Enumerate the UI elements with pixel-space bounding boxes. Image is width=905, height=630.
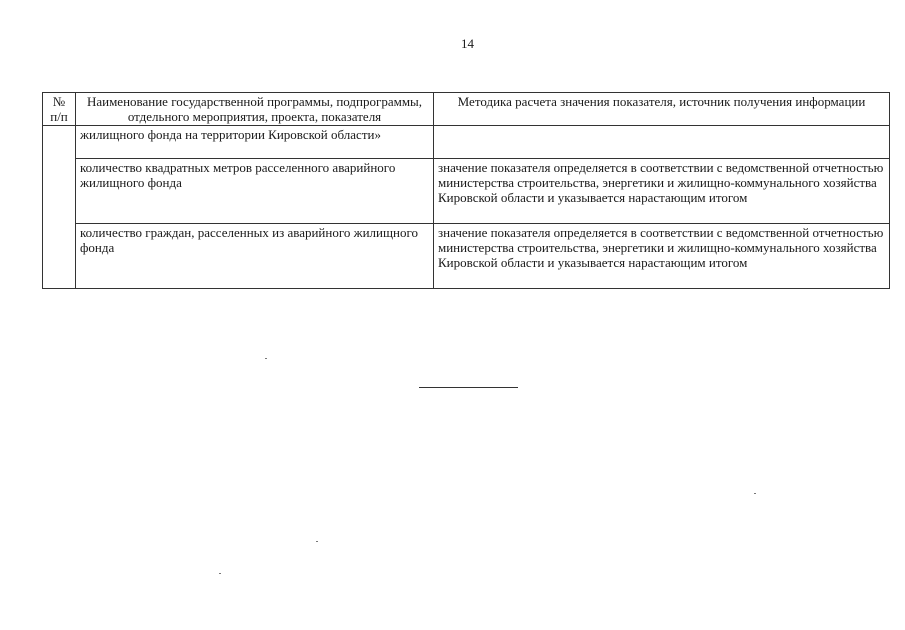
row-num-cell bbox=[43, 224, 76, 289]
header-method: Методика расчета значения показателя, источник получения информации bbox=[434, 93, 890, 126]
table-row bbox=[43, 224, 890, 289]
scan-speck bbox=[754, 493, 756, 494]
row-num-cell bbox=[43, 126, 76, 159]
scan-speck bbox=[316, 541, 318, 542]
indicators-table bbox=[42, 92, 890, 289]
table-row bbox=[43, 126, 890, 159]
header-num: № п/п bbox=[43, 93, 76, 126]
row-method-cell: значение показателя определяется в соответствии с ведомственной отчетностью министерства строительства, энергетики и жилищно-коммунального хозяйства Кировской области и указывается нарастающим итогом bbox=[434, 159, 890, 224]
scan-speck bbox=[219, 573, 221, 574]
row-method-cell bbox=[434, 126, 890, 159]
header-name: Наименование государственной программы, подпрограммы, отдельного мероприятия, проекта, показателя bbox=[76, 93, 434, 126]
row-name-cell: количество квадратных метров расселенного аварийного жилищного фонда bbox=[76, 159, 434, 224]
scan-speck bbox=[265, 358, 267, 359]
page-number: 14 bbox=[461, 36, 474, 51]
row-num-cell bbox=[43, 159, 76, 224]
row-name-cell: жилищного фонда на территории Кировской области» bbox=[76, 126, 434, 159]
table-row bbox=[43, 159, 890, 224]
row-method-cell: значение показателя определяется в соответствии с ведомственной отчетностью министерства строительства, энергетики и жилищно-коммунального хозяйства Кировской области и указывается нарастающим итогом bbox=[434, 224, 890, 289]
row-name-cell: количество граждан, расселенных из аварийного жилищного фонда bbox=[76, 224, 434, 289]
end-separator-line bbox=[419, 387, 518, 388]
table-header-row bbox=[43, 93, 890, 126]
